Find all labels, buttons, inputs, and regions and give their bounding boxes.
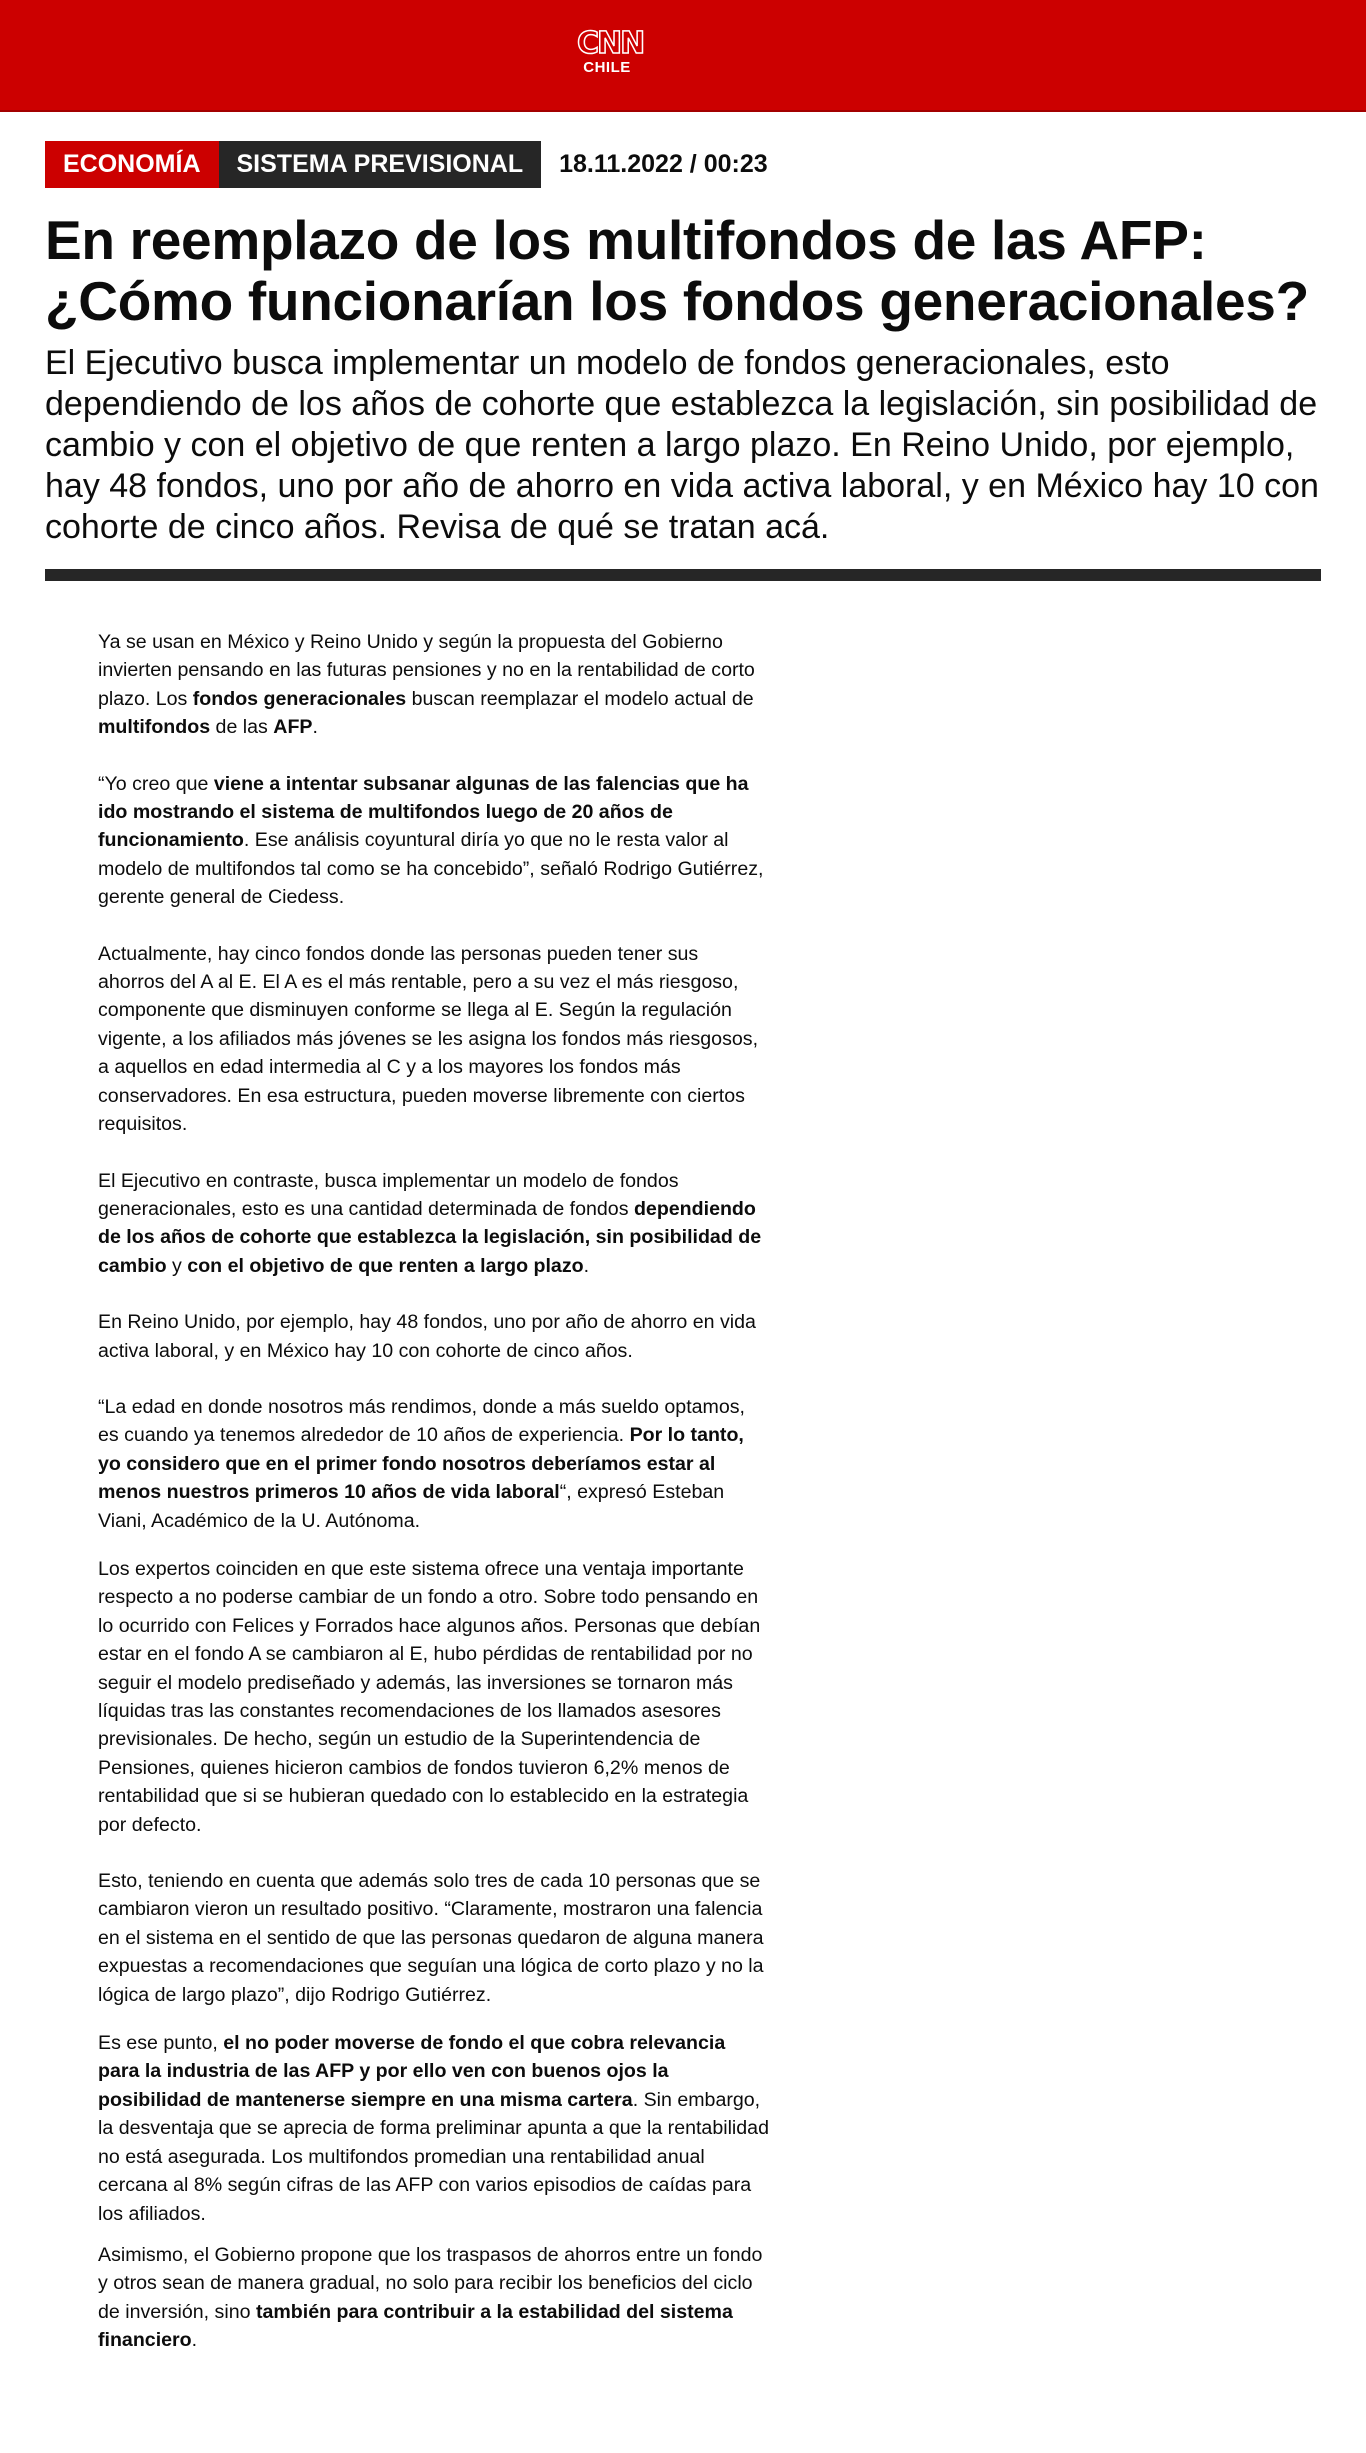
text: “, expresó Esteban Viani, Académico de la U. Autónoma. [98,1481,725,1532]
text: En Reino Unido, por ejemplo, hay 48 fondos, uno por año de ahorro en vida activa laboral, y en México hay 10 con cohorte de cinco años. [98,1311,756,1362]
text: “La edad en donde nosotros más rendimos, donde a más sueldo optamos, es cuando ya tenemos alrededor de 10 años de experiencia. [98,1395,745,1447]
bold-text: con el objetivo de que renten a largo plazo [187,1254,584,1277]
headline-divider [45,569,1321,581]
cnn-logo-subtitle: CHILE [583,59,631,76]
article-paragraph [98,770,770,912]
bold-text: fondos generacionales [192,687,407,710]
article-paragraph [98,2241,770,2355]
section-tag-economia[interactable]: ECONOMÍA [45,141,219,188]
article-body [98,628,770,2355]
text: buscan reemplazar el modelo actual de [406,687,754,710]
article-paragraph [98,1393,770,1535]
text: Asimismo, el Gobierno propone que los traspasos de ahorros entre un fondo y otros sean de manera gradual, no solo para recibir los beneficios del ciclo de inversión, sino [98,2243,763,2323]
text: de las [210,716,274,739]
article-paragraph [98,1167,770,1281]
bold-text: AFP [273,716,313,739]
text: “Yo creo que [98,772,214,795]
text: Los expertos coinciden en que este sistema ofrece una ventaja importante respecto a no poderse cambiar de un fondo a otro. Sobre todo pensando en lo ocurrido con Felices y Forrados hace algunos años. Personas que debían estar en el fondo A se cambiaron al E, hubo pérdidas de rentabilidad por no seguir el modelo prediseñado y además, las inversiones se tornaron más líquidas tras las constantes recomendaciones de los llamados asesores previsionales. De hecho, según un estudio de la Superintendencia de Pensiones, quienes hicieron cambios de fondos tuvieron 6,2% menos de rentabilidad que si se hubieran quedado con lo establecido en la estrategia por defecto. [98,1557,761,1836]
publish-date: 18.11.2022 / 00:23 [559,150,768,178]
article-paragraph [98,1867,770,2009]
text: El Ejecutivo en contraste, busca implementar un modelo de fondos generacionales, esto es una cantidad determinada de fondos [98,1169,679,1220]
bold-text: Por lo tanto, yo considero que en el primer fondo nosotros deberíamos estar al menos nuestros primeros 10 años de vida laboral [98,1424,744,1504]
cnn-logo-mark: CNN [577,26,644,61]
article-summary: El Ejecutivo busca implementar un modelo de fondos generacionales, esto dependiendo de los años de cohorte que establezca la legislación, sin posibilidad de cambio y con el objetivo de que renten a largo plazo. En Reino Unido, por ejemplo, hay 48 fondos, uno por año de ahorro en vida activa laboral, y en México hay 10 con cohorte de cinco años. Revisa de qué se tratan acá. [45,344,1319,546]
text: . [312,716,318,739]
text: . Ese análisis coyuntural diría yo que no le resta valor al modelo de multifondos tal como se ha concebido”, señaló Rodrigo Gutiérrez, gerente general de Ciedess. [98,829,764,909]
article-headline: En reemplazo de los multifondos de las AFP: ¿Cómo funcionarían los fondos generacionales? [45,209,1309,332]
text: Actualmente, hay cinco fondos donde las personas pueden tener sus ahorros del A al E. El A es el más rentable, pero a su vez el más riesgoso, componente que disminuyen conforme se llega al E. Según la regulación vigente, a los afiliados más jóvenes se les asigna los fondos más riesgosos, a aquellos en edad intermedia al C y a los mayores los fondos más conservadores. En esa estructura, pueden moverse libremente con ciertos requisitos. [98,942,759,1136]
article-paragraph [98,628,770,742]
text: . [583,1254,590,1277]
bold-text: dependiendo de los años de cohorte que establezca la legislación, sin posibilidad de cambio [98,1197,762,1277]
article-meta [45,141,768,188]
text: Ya se usan en México y Reino Unido y según la propuesta del Gobierno invierten pensando en las futuras pensiones y no en la rentabilidad de corto plazo. Los [98,631,755,710]
bold-text: el no poder moverse de fondo el que cobra relevancia para la industria de las AFP y por ello ven con buenos ojos la posibilidad de mantenerse siempre en una misma cartera [98,2032,726,2111]
text: . [191,2329,198,2352]
bold-text: viene a intentar subsanar algunas de las falencias que ha ido mostrando el sistema de multifondos luego de 20 años de funcionamiento [98,772,749,852]
article-paragraph [98,940,770,1139]
article-paragraph [98,2029,770,2228]
text: Esto, teniendo en cuenta que además solo tres de cada 10 personas que se cambiaron vieron un resultado positivo. “Claramente, mostraron una falencia en el sistema en el sentido de que las personas quedaron de alguna manera expuestas a recomendaciones que seguían una lógica de corto plazo y no la lógica de largo plazo”, dijo Rodrigo Gutiérrez. [98,1870,764,2006]
site-header [0,0,1366,112]
article-paragraph [98,1308,770,1365]
text: . Sin embargo, la desventaja que se aprecia de forma preliminar apunta a que la rentabilidad no está asegurada. Los multifondos promedian una rentabilidad anual cercana al 8% según cifras de las AFP con varios episodios de caídas para los afiliados. [98,2088,769,2225]
text: y [166,1254,188,1277]
article-paragraph [98,1555,770,1839]
bold-text: multifondos [98,716,211,739]
text: Es ese punto, [98,2032,224,2055]
topic-tag-sistema-previsional[interactable]: SISTEMA PREVISIONAL [219,141,542,188]
cnn-chile-logo[interactable] [577,26,644,84]
bold-text: también para contribuir a la estabilidad del sistema financiero [98,2300,733,2352]
